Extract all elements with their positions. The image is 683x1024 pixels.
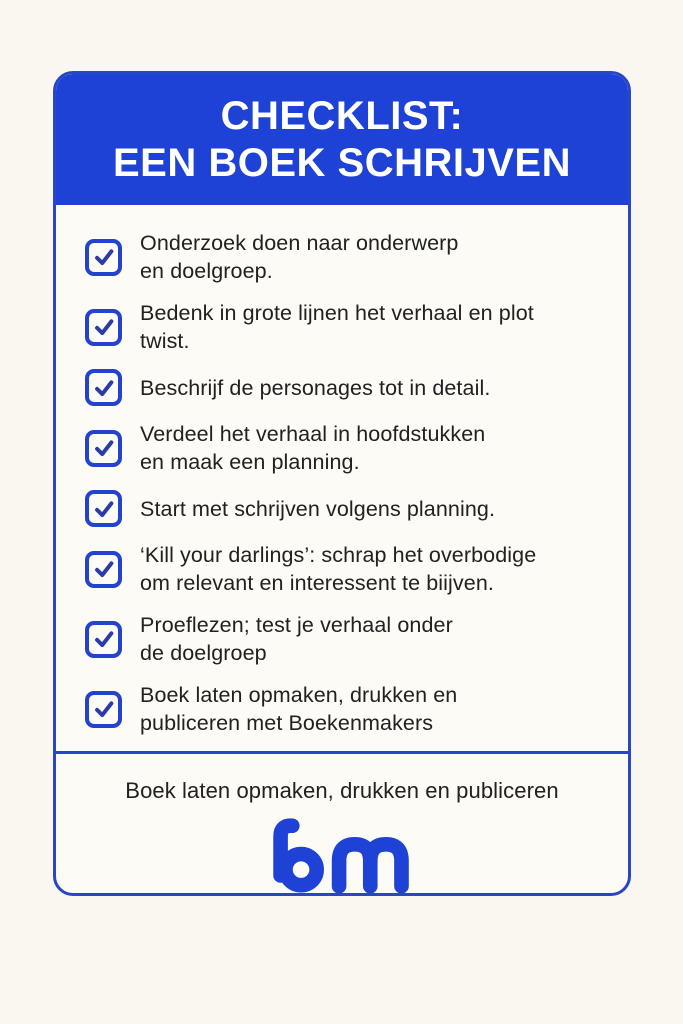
checklist-item-text bbox=[140, 495, 495, 523]
checklist-item bbox=[85, 611, 602, 667]
card-header bbox=[56, 74, 628, 205]
checklist-item-text bbox=[140, 229, 458, 285]
item-line: Proeflezen; test je verhaal onder bbox=[140, 613, 453, 637]
checked-checkbox-icon bbox=[85, 490, 122, 527]
item-line: Start met schrijven volgens planning. bbox=[140, 496, 496, 521]
checklist-item bbox=[85, 229, 602, 285]
poster-title bbox=[113, 93, 571, 187]
checklist-item bbox=[85, 369, 602, 406]
item-line: twist. bbox=[140, 329, 190, 353]
footer-tagline: Boek laten opmaken, drukken en publiceren bbox=[125, 778, 559, 803]
item-line: Onderzoek doen naar onderwerp bbox=[140, 231, 459, 255]
checked-checkbox-icon bbox=[85, 551, 122, 588]
checked-checkbox-icon bbox=[85, 430, 122, 467]
checked-checkbox-icon bbox=[85, 369, 122, 406]
poster-title-line1: CHECKLIST: bbox=[220, 93, 464, 138]
checklist-item bbox=[85, 420, 602, 476]
item-line: en doelgroep. bbox=[140, 259, 273, 283]
checklist-item-text bbox=[140, 681, 457, 737]
checklist-body bbox=[56, 205, 628, 751]
item-line: de doelgroep bbox=[140, 641, 267, 665]
item-line: om relevant en interessent te biijven. bbox=[140, 571, 494, 595]
item-line: Verdeel het verhaal in hoofdstukken bbox=[140, 422, 486, 446]
checklist-item-text bbox=[140, 299, 534, 355]
item-line: publiceren met Boekenmakers bbox=[140, 711, 434, 735]
checked-checkbox-icon bbox=[85, 239, 122, 276]
checklist-item-text bbox=[140, 541, 536, 597]
item-line: Boek laten opmaken, drukken en bbox=[140, 683, 458, 707]
checklist-item bbox=[85, 299, 602, 355]
checklist-card bbox=[53, 71, 631, 896]
bm-logo bbox=[266, 816, 418, 894]
checklist-item bbox=[85, 541, 602, 597]
checked-checkbox-icon bbox=[85, 691, 122, 728]
checklist-item bbox=[85, 681, 602, 737]
checked-checkbox-icon bbox=[85, 309, 122, 346]
poster-title-line2: EEN BOEK SCHRIJVEN bbox=[113, 140, 571, 185]
checklist-item-text bbox=[140, 611, 453, 667]
checklist-item-text bbox=[140, 420, 485, 476]
checklist-item bbox=[85, 490, 602, 527]
item-line: Beschrijf de personages tot in detail. bbox=[140, 375, 491, 400]
checked-checkbox-icon bbox=[85, 621, 122, 658]
item-line: Bedenk in grote lijnen het verhaal en plot bbox=[140, 301, 534, 325]
card-footer bbox=[56, 751, 628, 896]
item-line: ‘Kill your darlings’: schrap het overbodige bbox=[140, 543, 537, 567]
bm-logo-icon bbox=[266, 816, 418, 894]
item-line: en maak een planning. bbox=[140, 450, 360, 474]
checklist-item-text bbox=[140, 374, 490, 402]
